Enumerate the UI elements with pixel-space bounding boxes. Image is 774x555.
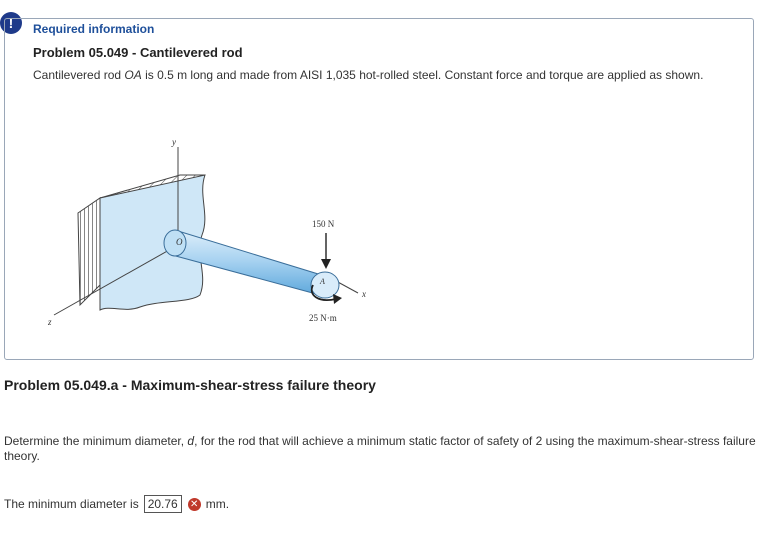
point-o-label: O bbox=[176, 237, 183, 247]
torque-label: 25 N·m bbox=[309, 313, 337, 323]
cantilever-rod-figure bbox=[40, 135, 366, 340]
rod-end-a bbox=[311, 272, 339, 298]
rod-end-o bbox=[164, 230, 186, 256]
problem-statement: Cantilevered rod OA is 0.5 m long and made from AISI 1,035 hot-rolled steel. Constant force and torque are applied as shown. bbox=[33, 68, 704, 82]
required-information-heading: Required information bbox=[33, 22, 155, 36]
answer-unit: mm. bbox=[205, 497, 230, 511]
part-a-title: Problem 05.049.a - Maximum-shear-stress failure theory bbox=[4, 377, 376, 393]
incorrect-mark-icon: ✕ bbox=[188, 498, 201, 511]
answer-row bbox=[4, 495, 229, 513]
alert-icon: ! bbox=[0, 12, 22, 34]
force-label: 150 N bbox=[312, 219, 335, 229]
point-a-label: A bbox=[320, 277, 325, 286]
part-a-question: Determine the minimum diameter, d, for the rod that will achieve a minimum static factor of safety of 2 using the maximum-shear-stress failure theory. bbox=[4, 434, 756, 463]
answer-label: The minimum diameter is bbox=[4, 497, 139, 511]
wall-side bbox=[78, 198, 100, 305]
y-axis-label: y bbox=[172, 137, 176, 147]
x-axis-label: x bbox=[362, 289, 366, 299]
problem-title: Problem 05.049 - Cantilevered rod bbox=[33, 45, 243, 60]
minimum-diameter-input[interactable]: 20.76 bbox=[144, 495, 182, 513]
z-axis-label: z bbox=[48, 317, 52, 327]
force-arrowhead bbox=[321, 259, 331, 269]
